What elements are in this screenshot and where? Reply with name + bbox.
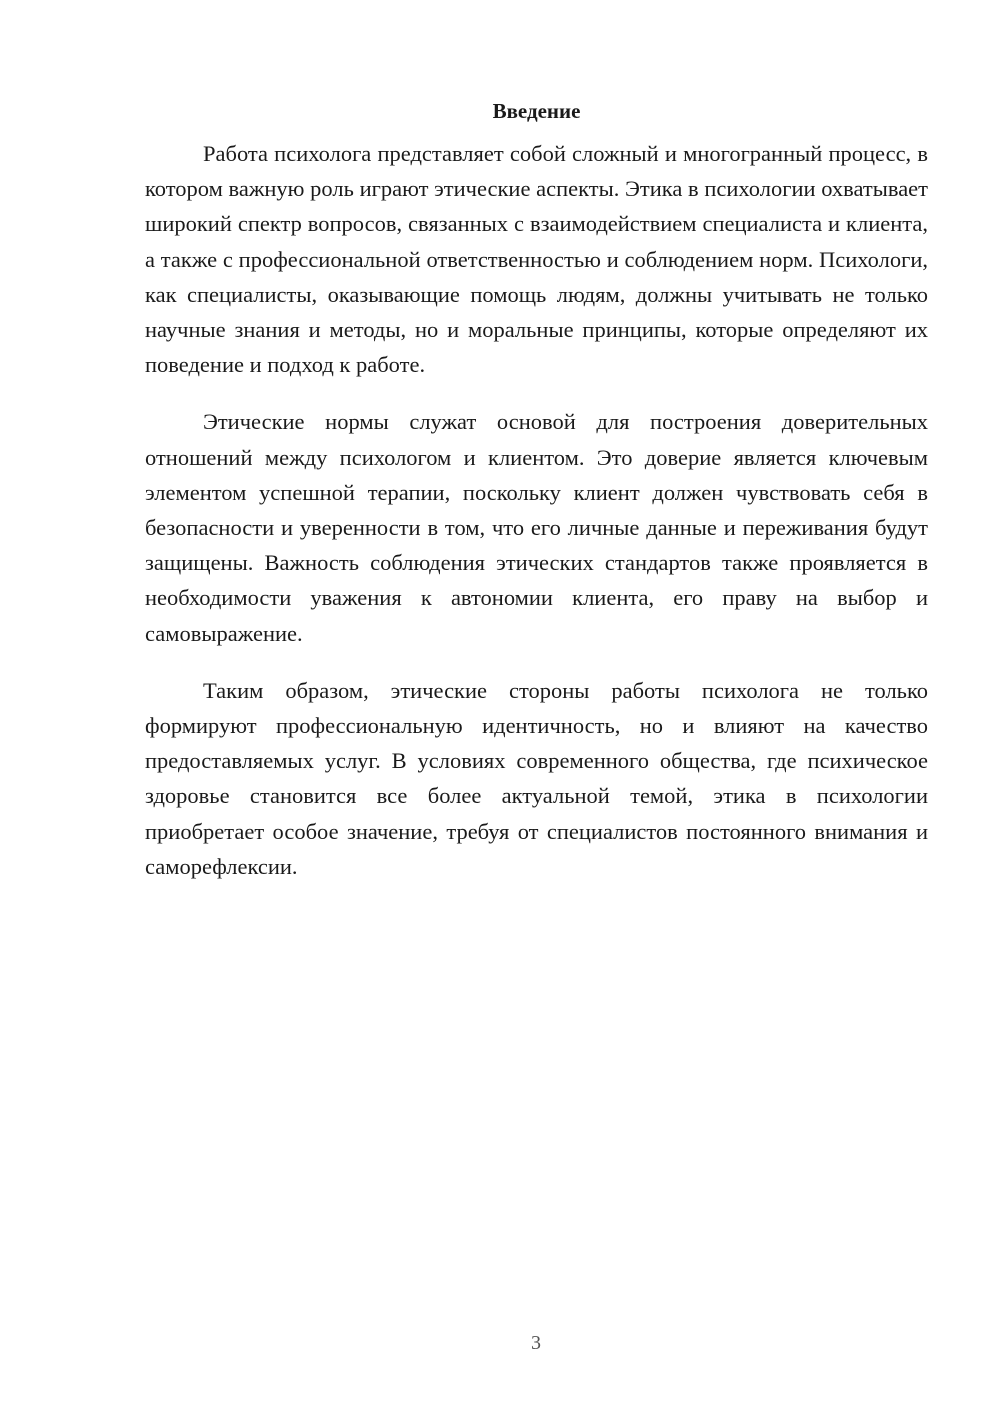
page-content — [145, 95, 928, 906]
paragraph-1: Работа психолога представляет собой сложный и многогранный процесс, в котором важную роль играют этические аспекты. Этика в психологии охватывает широкий спектр вопросов, связанных с взаимодействием специалиста и клиента, а также с профессиональной ответственностью и соблюдением норм. Психологи, как специалисты, оказывающие помощь людям, должны учитывать не только научные знания и методы, но и моральные принципы, которые определяют их поведение и подход к работе. — [145, 141, 928, 378]
paragraph-2: Этические нормы служат основой для построения доверительных отношений между психологом и клиентом. Это доверие является ключевым элементом успешной терапии, поскольку клиент должен чувствовать себя в безопасности и уверенности в том, что его личные данные и переживания будут защищены. Важность соблюдения этических стандартов также проявляется в необходимости уважения к автономии клиента, его праву на выбор и самовыражение. — [145, 409, 928, 646]
page-number: 3 — [531, 1332, 541, 1354]
section-title: Введение — [492, 99, 581, 123]
paragraph-3: Таким образом, этические стороны работы психолога не только формируют профессиональную идентичность, но и влияют на качество предоставляемых услуг. В условиях современного общества, где психическое здоровье становится все более актуальной темой, этика в психологии приобретает особое значение, требуя от специалистов постоянного внимания и саморефлексии. — [145, 677, 928, 879]
